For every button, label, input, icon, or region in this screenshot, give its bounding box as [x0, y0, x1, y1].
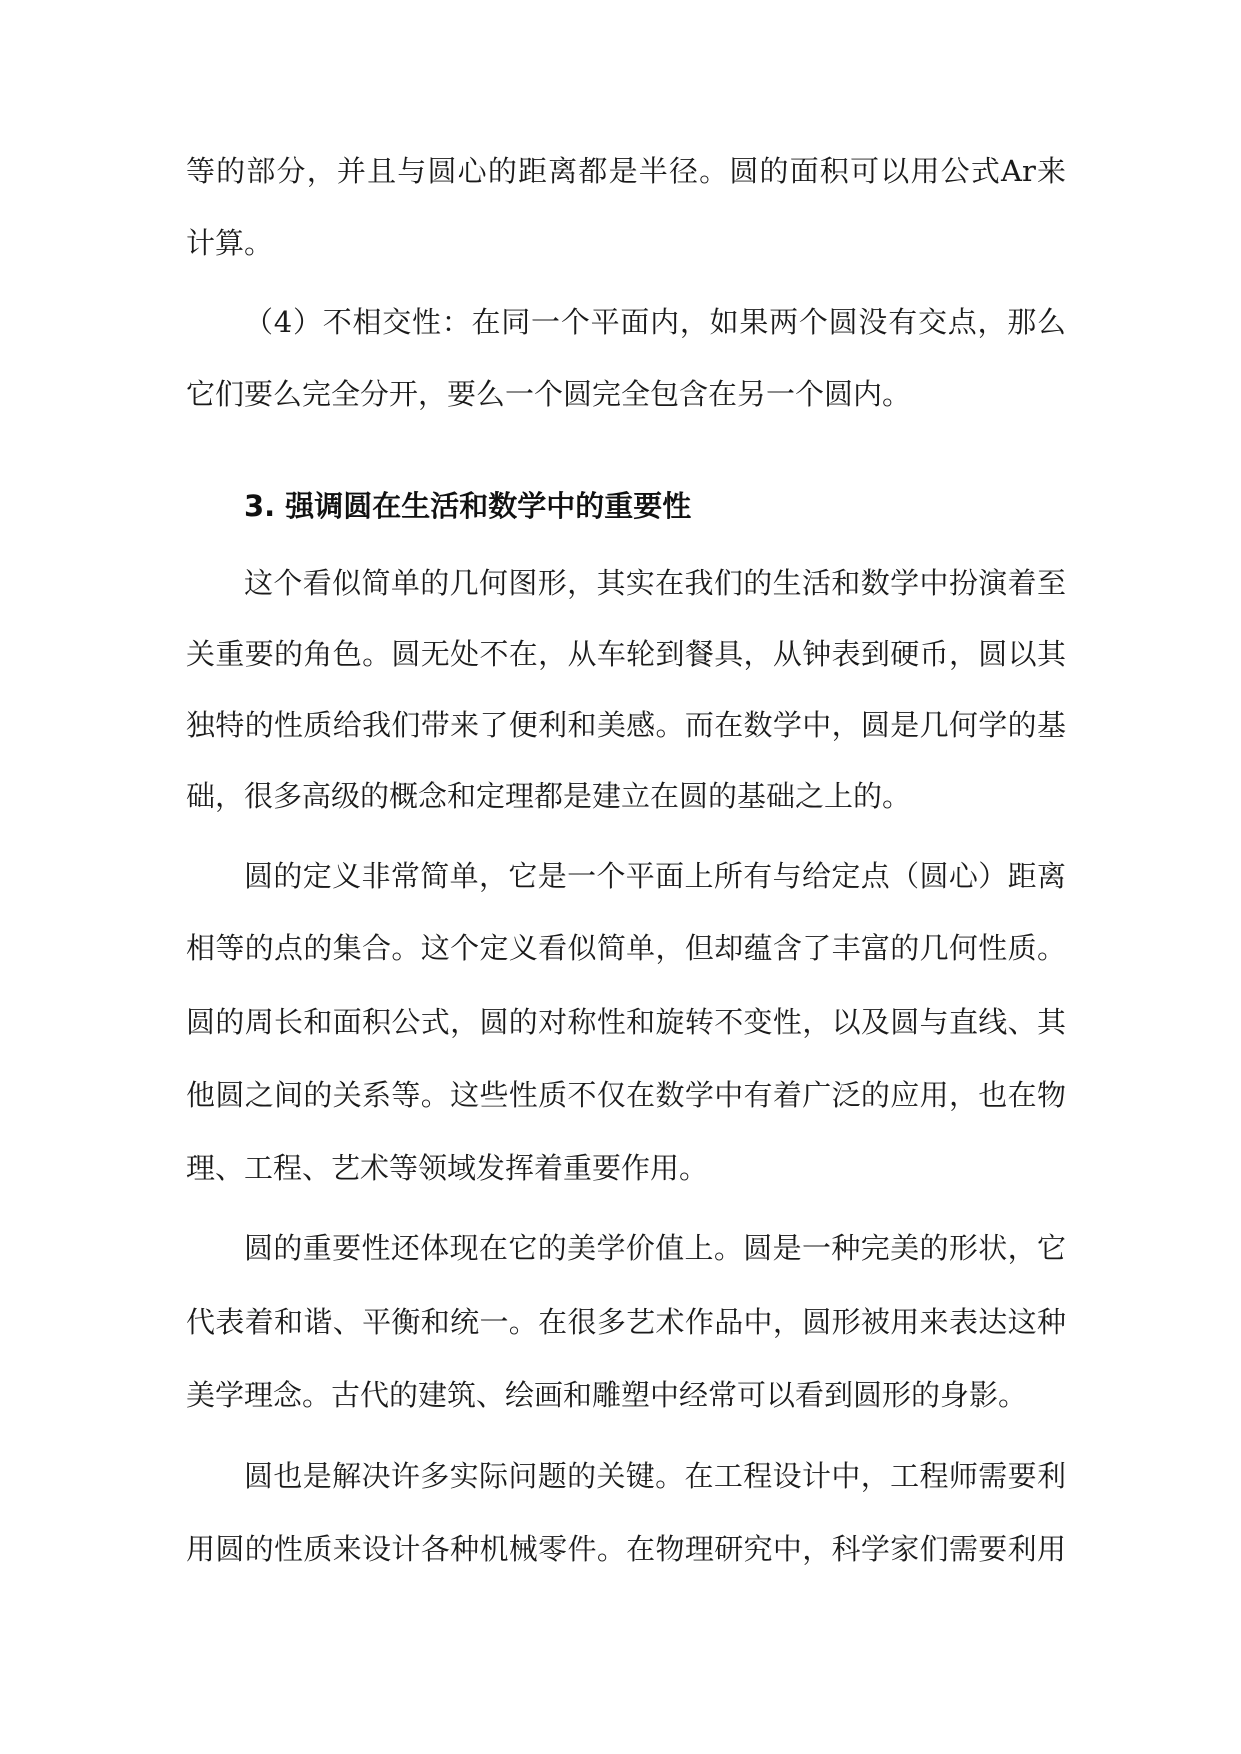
text-line: 圆也是解决许多实际问题的关键。在工程设计中，工程师需要利 — [244, 1459, 1066, 1493]
text-line: 圆的定义非常简单，它是一个平面上所有与给定点（圆心）距离 — [244, 859, 1066, 893]
text-line: 关重要的角色。圆无处不在，从车轮到餐具，从钟表到硬币，圆以其 — [186, 637, 1066, 671]
text-line: 圆的重要性还体现在它的美学价值上。圆是一种完美的形状，它 — [244, 1231, 1066, 1265]
text-line: 理、工程、艺术等领域发挥着重要作用。 — [186, 1151, 709, 1185]
text-line: 代表着和谐、平衡和统一。在很多艺术作品中，圆形被用来表达这种 — [186, 1305, 1066, 1339]
text-line: 础，很多高级的概念和定理都是建立在圆的基础之上的。 — [186, 779, 912, 813]
text-line: 他圆之间的关系等。这些性质不仅在数学中有着广泛的应用，也在物 — [186, 1078, 1066, 1112]
text-line: 它们要么完全分开，要么一个圆完全包含在另一个圆内。 — [186, 377, 912, 411]
text-line: 计算。 — [186, 226, 274, 260]
text-line: 用圆的性质来设计各种机械零件。在物理研究中，科学家们需要利用 — [186, 1532, 1066, 1566]
text-line: （4）不相交性：在同一个平面内，如果两个圆没有交点，那么 — [244, 305, 1066, 339]
text-line: 圆的周长和面积公式，圆的对称性和旋转不变性，以及圆与直线、其 — [186, 1005, 1066, 1039]
text-line: 美学理念。古代的建筑、绘画和雕塑中经常可以看到圆形的身影。 — [186, 1378, 1028, 1412]
text-line: 这个看似简单的几何图形，其实在我们的生活和数学中扮演着至 — [244, 566, 1066, 600]
text-line: 相等的点的集合。这个定义看似简单，但却蕴含了丰富的几何性质。 — [186, 931, 1066, 965]
text-line: 等的部分，并且与圆心的距离都是半径。圆的面积可以用公式Ar来 — [186, 154, 1066, 188]
text-line: 独特的性质给我们带来了便利和美感。而在数学中，圆是几何学的基 — [186, 708, 1066, 742]
section-heading: 3. 强调圆在生活和数学中的重要性 — [244, 489, 692, 523]
